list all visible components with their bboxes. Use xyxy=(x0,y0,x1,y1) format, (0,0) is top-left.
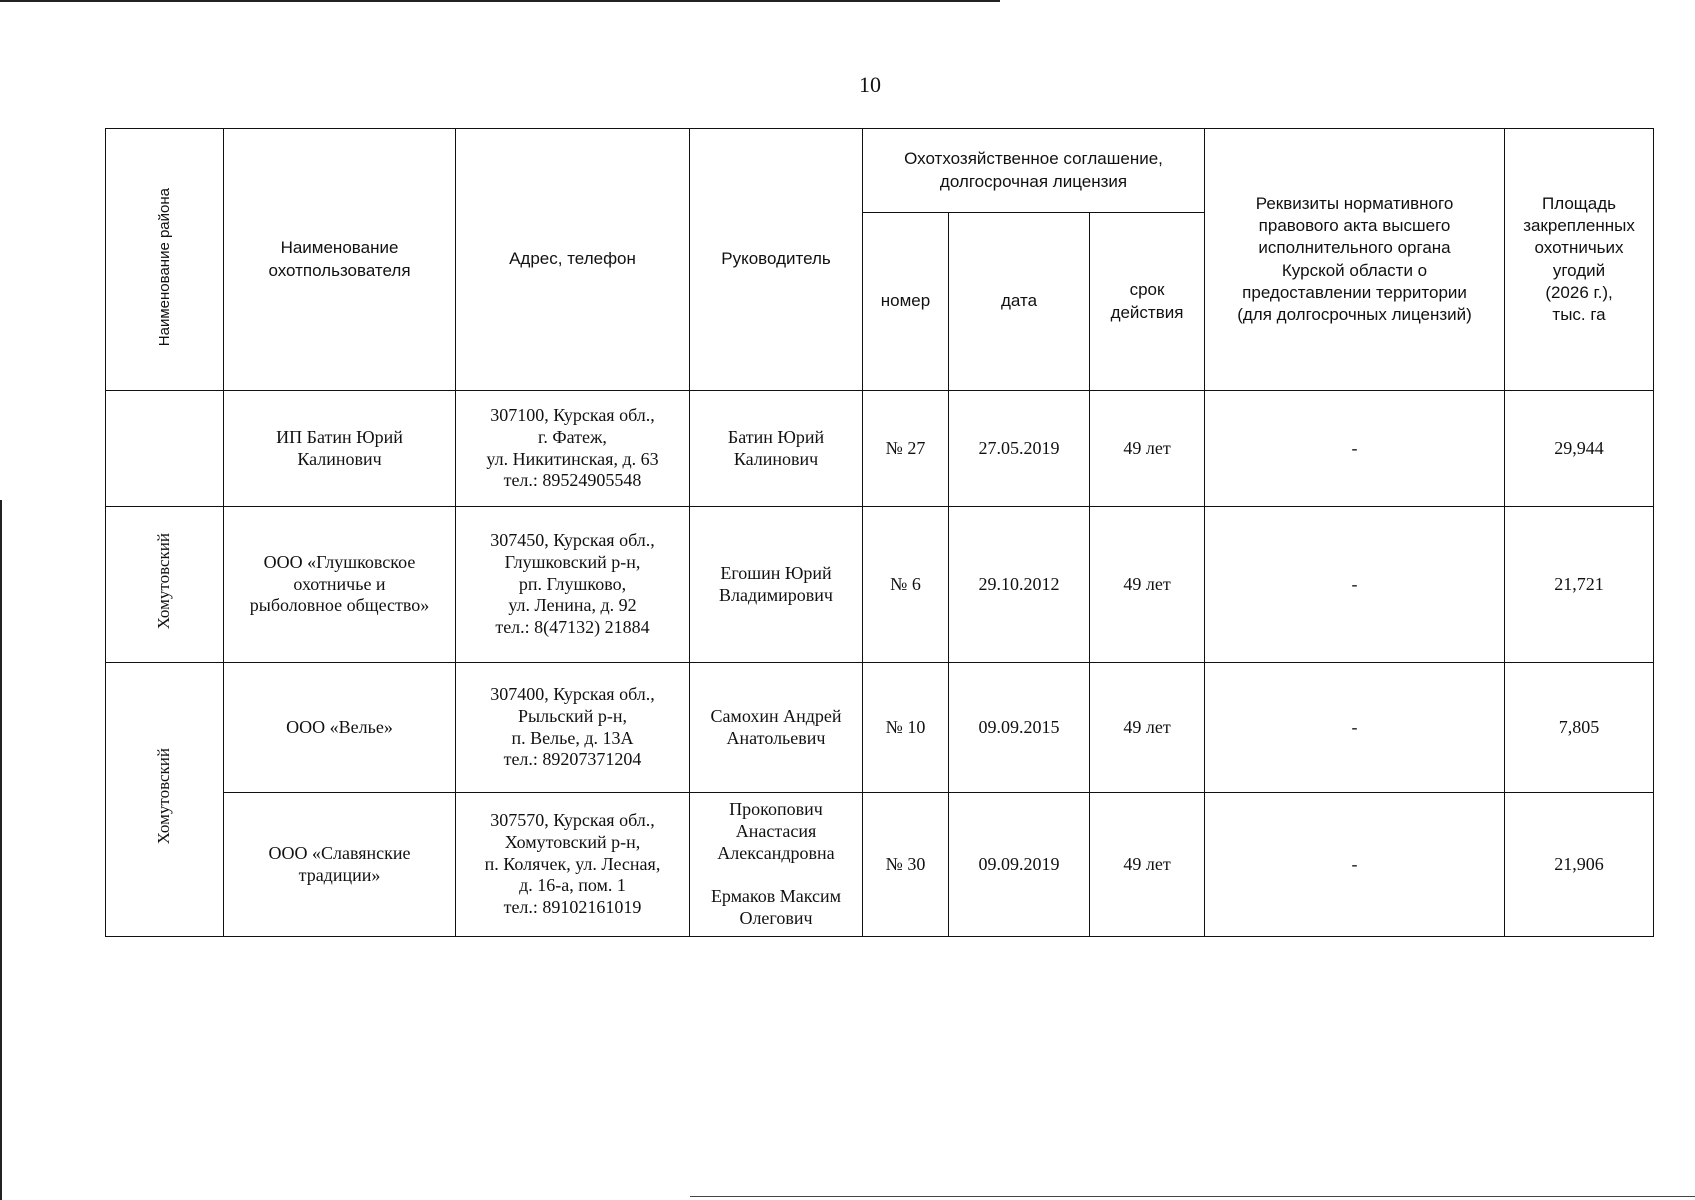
header-term: срок действия xyxy=(1090,213,1205,391)
date-cell: 09.09.2015 xyxy=(949,663,1090,793)
header-district: Наименование района xyxy=(106,129,224,391)
area-cell: 21,906 xyxy=(1505,793,1654,937)
address-cell: 307100, Курская обл., г. Фатеж, ул. Никитинская, д. 63 тел.: 89524905548 xyxy=(456,391,690,507)
act-cell: - xyxy=(1205,391,1505,507)
hunting-users-table xyxy=(105,128,1654,937)
scan-edge-left xyxy=(0,500,2,1200)
table-row xyxy=(106,793,1654,937)
manager-cell: Батин Юрий Калинович xyxy=(690,391,863,507)
district-cell: Хомутовский xyxy=(106,663,224,937)
term-cell: 49 лет xyxy=(1090,663,1205,793)
date-cell: 09.09.2019 xyxy=(949,793,1090,937)
district-cell: Хомутовский xyxy=(106,507,224,663)
header-manager: Руководитель xyxy=(690,129,863,391)
user-cell: ООО «Велье» xyxy=(224,663,456,793)
address-cell: 307570, Курская обл., Хомутовский р-н, п. Колячек, ул. Лесная, д. 16-а, пом. 1 тел.: 89102161019 xyxy=(456,793,690,937)
header-row-1 xyxy=(106,129,1654,213)
act-cell: - xyxy=(1205,793,1505,937)
table-row xyxy=(106,507,1654,663)
act-cell: - xyxy=(1205,663,1505,793)
user-cell: ООО «Глушковское охотничье и рыболовное общество» xyxy=(224,507,456,663)
header-date: дата xyxy=(949,213,1090,391)
user-cell: ООО «Славянские традиции» xyxy=(224,793,456,937)
district-cell xyxy=(106,391,224,507)
scan-edge-top xyxy=(0,0,1000,2)
header-act: Реквизиты нормативного правового акта высшего исполнительного органа Курской области о предоставлении территории (для долгосрочных лицензий) xyxy=(1205,129,1505,391)
area-cell: 21,721 xyxy=(1505,507,1654,663)
header-user: Наименование охотпользователя xyxy=(224,129,456,391)
number-cell: № 10 xyxy=(863,663,949,793)
user-cell: ИП Батин Юрий Калинович xyxy=(224,391,456,507)
page-number: 10 xyxy=(859,72,881,97)
scan-edge-bottom xyxy=(690,1196,1695,1197)
manager-cell: Егошин Юрий Владимирович xyxy=(690,507,863,663)
date-cell: 29.10.2012 xyxy=(949,507,1090,663)
table-row xyxy=(106,391,1654,507)
header-area: Площадь закрепленных охотничьих угодий (2026 г.), тыс. га xyxy=(1505,129,1654,391)
number-cell: № 27 xyxy=(863,391,949,507)
term-cell: 49 лет xyxy=(1090,793,1205,937)
area-cell: 7,805 xyxy=(1505,663,1654,793)
header-number: номер xyxy=(863,213,949,391)
address-cell: 307400, Курская обл., Рыльский р-н, п. Велье, д. 13А тел.: 89207371204 xyxy=(456,663,690,793)
act-cell: - xyxy=(1205,507,1505,663)
header-agreement-group: Охотхозяйственное соглашение, долгосрочная лицензия xyxy=(863,129,1205,213)
table-row xyxy=(106,663,1654,793)
manager-cell: Самохин Андрей Анатольевич xyxy=(690,663,863,793)
manager-cell: Прокопович Анастасия Александровна Ермаков Максим Олегович xyxy=(690,793,863,937)
date-cell: 27.05.2019 xyxy=(949,391,1090,507)
term-cell: 49 лет xyxy=(1090,391,1205,507)
address-cell: 307450, Курская обл., Глушковский р-н, рп. Глушково, ул. Ленина, д. 92 тел.: 8(47132) 21884 xyxy=(456,507,690,663)
header-address: Адрес, телефон xyxy=(456,129,690,391)
number-cell: № 30 xyxy=(863,793,949,937)
number-cell: № 6 xyxy=(863,507,949,663)
area-cell: 29,944 xyxy=(1505,391,1654,507)
term-cell: 49 лет xyxy=(1090,507,1205,663)
